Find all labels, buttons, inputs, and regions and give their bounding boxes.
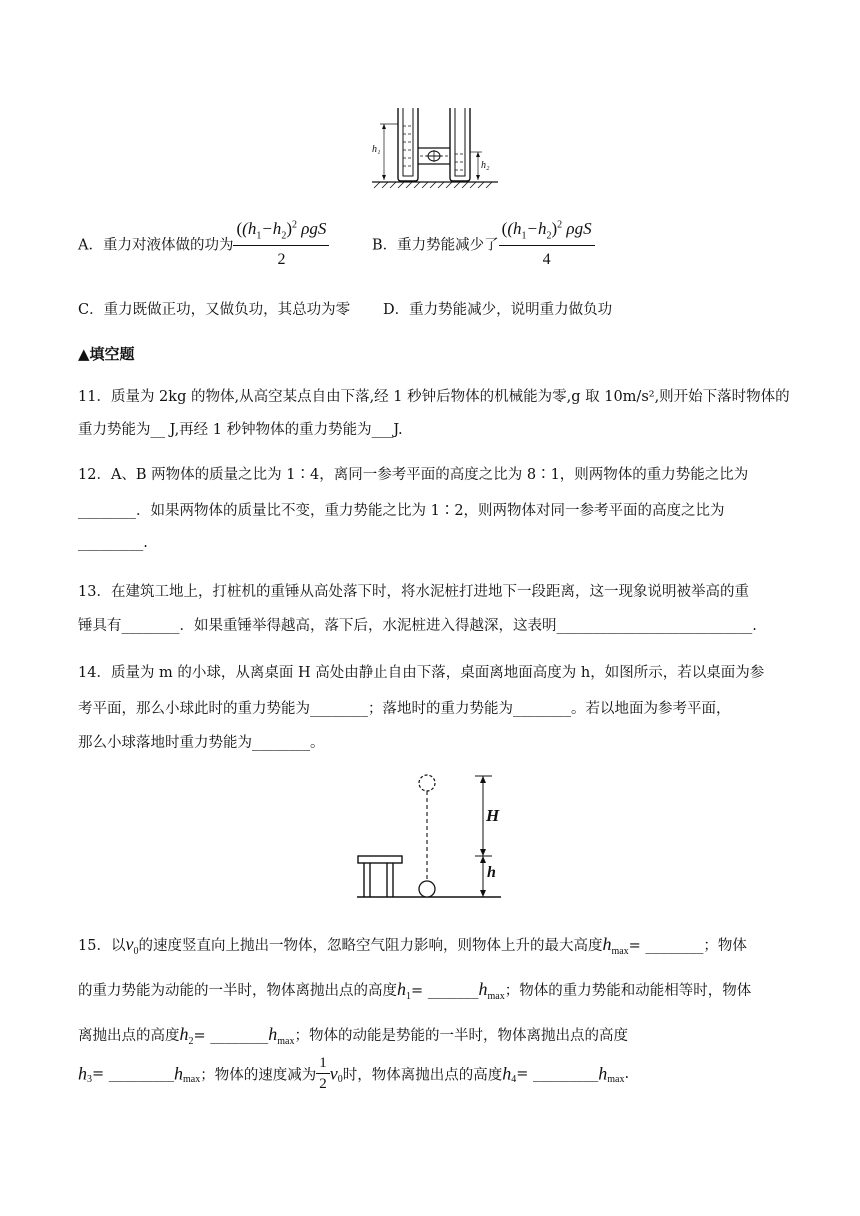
h3-sub: 3 [87,1073,92,1085]
v0-sub: 0 [133,945,139,957]
v0-symbol-2: v [329,1063,338,1084]
q15-l4-f: . [624,1066,630,1082]
b-num-h1: (h [507,219,522,238]
table-ball-figure [355,770,505,900]
u-tube-figure [370,104,500,190]
q15-l4-c: ；物体的速度减为 [200,1067,317,1084]
q15-l2-b: = _______ [411,983,479,999]
section-heading [78,343,135,364]
q15-l1-b: 的速度竖直向上抛出一物体，忽略空气阻力影响，则物体上升的最大高度 [138,938,603,954]
q15-l1-a: 15．以 [78,938,126,954]
q12-line-1: 12．A、B 两物体的质量之比为 1∶4，离同一参考平面的高度之比为 8∶1，则两物体的重力势能之比为 [78,467,749,483]
option-b [372,220,595,268]
option-b-text: B．重力势能减少了 [372,237,499,254]
q14-line-1: 14．质量为 m 的小球，从离桌面 H 高处由静止自由下落，桌面离地面高度为 h，如图所示，若以桌面为参 [78,665,765,681]
h1-sub: 1 [406,990,411,1002]
v0-sub-2: 0 [337,1073,343,1085]
q15-line-3 [78,1024,628,1047]
half-fraction [316,1056,330,1092]
a-rho-g-s: ρgS [301,219,327,238]
h4-sub: 4 [511,1073,517,1085]
half-den: 2 [319,1076,327,1092]
option-a [78,220,329,268]
q15-l3-c: ；物体的动能是势能的一半时，物体离抛出点的高度 [294,1028,628,1044]
q15-l2-a: 的重力势能为动能的一半时，物体离抛出点的高度 [78,983,397,999]
hmax-sub-2: max [487,990,505,1002]
option-a-text: A．重力对液体做的功为 [78,237,234,254]
option-a-fraction: $\frac{((h_1-h_2)^2 \rho gS}{2}$ [233,220,329,268]
q15-l3-a: 离抛出点的高度 [78,1028,180,1044]
section-title: 填空题 [89,345,135,363]
q14-line-2: 考平面，那么小球此时的重力势能为________；落地时的重力势能为________。若以地面为参考平面， [78,701,731,717]
q15-line-4 [78,1056,629,1092]
b-num-close: ) [551,219,558,238]
q11-line-2: 重力势能为__ J,再经 1 秒钟物体的重力势能为___J. [78,422,403,438]
q13-line-1: 13．在建筑工地上，打桩机的重锤从高处落下时，将水泥桩打进地下一段距离，这一现象说明被举高的重 [78,584,749,600]
q15-l4-d: 时，物体离抛出点的高度 [342,1067,503,1084]
b-rho-g-s: ρgS [566,219,592,238]
label-h2: h₂ [481,160,490,171]
hmax-sub-5: max [607,1073,625,1085]
h3-symbol: h [78,1063,87,1084]
b-denominator: 4 [542,251,551,269]
label-h: h [487,864,496,881]
h4-symbol: h [502,1063,512,1084]
hmax-sub: max [611,945,629,957]
q15-line-2 [78,979,751,1002]
hmax-symbol-3: h [268,1024,278,1044]
h2-symbol: h [179,1024,189,1044]
h1-symbol: h [397,979,406,999]
q11-line-1: 11．质量为 2kg 的物体,从高空某点自由下落,经 1 秒钟后物体的机械能为零,g 取 10m/s²,则开始下落时物体的 [78,389,790,405]
q12-line-3: _________. [78,535,148,551]
hmax-symbol-4: h [174,1063,184,1084]
label-h1: h₁ [372,144,381,155]
hmax-symbol-2: h [478,979,488,999]
a-denominator: 2 [277,251,286,269]
option-c: C．重力既做正功，又做负功，其总功为零 [78,302,351,318]
q13-line-2: 锤具有________．如果重锤举得越高，落下后，水泥桩进入得越深，这表明___________________________. [78,618,757,634]
q12-line-2: ________．如果两物体的质量比不变，重力势能之比为 1∶2，则两物体对同一参考平面的高度之比为 [78,503,725,519]
q15-l1-c: = ________；物体 [628,938,747,954]
label-H: H [486,806,500,825]
a-num-h1: (h [242,219,257,238]
hmax-symbol-5: h [598,1063,608,1084]
q14-line-3: 那么小球落地时重力势能为________。 [78,735,325,751]
a-num-close: ) [286,219,292,238]
h2-sub: 2 [188,1035,194,1047]
q15-l4-b: = _________ [92,1066,175,1082]
option-b-fraction: $\frac{((h_1-h_2)^2 \rho gS}{4}$ [499,220,595,268]
hmax-sub-4: max [183,1073,201,1085]
a-num-h2: −h [261,219,282,238]
v0-symbol: v [125,934,134,954]
option-d: D．重力势能减少，说明重力做负功 [383,302,613,318]
hmax-sub-3: max [277,1035,295,1047]
q15-l4-e: = _________ [516,1066,599,1082]
triangle-icon: ▲ [78,345,90,363]
b-num-h2: −h [526,219,547,238]
q15-l2-c: ；物体的重力势能和动能相等时，物体 [504,983,752,999]
q15-line-1 [78,934,747,957]
q15-l3-b: = ________ [193,1028,269,1044]
hmax-symbol: h [602,934,612,954]
half-num: 1 [316,1056,330,1074]
